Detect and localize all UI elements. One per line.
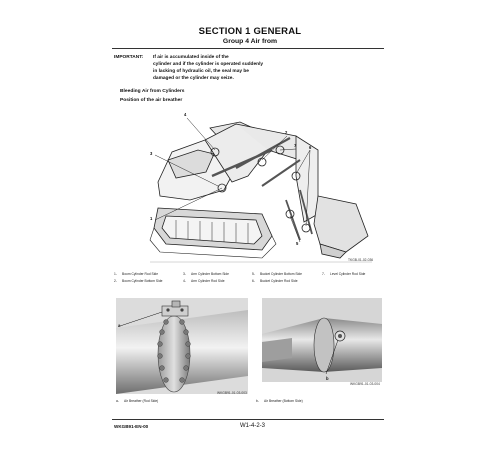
callout-2: 2 — [285, 130, 288, 135]
callout-6: 6 — [309, 145, 312, 150]
callout-1: 1 — [150, 216, 153, 221]
important-line: If air is accumulated inside of the — [153, 55, 229, 60]
callout-5: 5 — [296, 241, 299, 246]
detail-photo-bottom-side — [262, 298, 382, 382]
group-title: Group 4 Air from — [222, 38, 278, 45]
callout-4: 4 — [184, 112, 187, 117]
legend-item-3: Arm Cylinder Bottom Side — [191, 272, 229, 276]
important-line: damaged or the cylinder may seize. — [153, 76, 234, 81]
callout-3: 3 — [150, 151, 153, 156]
footer-rule — [112, 419, 384, 420]
important-label: IMPORTANT: — [114, 55, 144, 60]
legend-item-6: Bucket Cylinder Rod Side — [260, 279, 298, 283]
legend-item-b: Air Breather (Bottom Side) — [264, 399, 303, 403]
legend-num: 1- — [114, 272, 117, 276]
legend-item-a: Air Breather (Rod Side) — [124, 399, 159, 403]
subheading-bleeding: Bleeding Air from Cylinders — [120, 89, 185, 94]
legend-num: 3- — [183, 272, 186, 276]
legend-num: a- — [116, 399, 119, 403]
footer-doc-id: WKGB91-EN-00 — [114, 424, 149, 429]
detail-left-ref: WKGB91-01-03-003 — [217, 391, 247, 395]
important-line: cylinder and if the cylinder is operated suddenly — [153, 62, 264, 67]
legend-num: 4- — [183, 279, 186, 283]
legend-num: 7- — [322, 272, 325, 276]
legend-num: 6- — [252, 279, 255, 283]
footer-page-number: W1-4-2-3 — [240, 423, 266, 429]
callout-b: b — [326, 376, 329, 381]
legend-num: b- — [256, 399, 259, 403]
important-line: in lacking of hydraulic oil, the seal may be — [153, 69, 249, 74]
detail-photo-rod-side — [116, 298, 248, 394]
main-figure-ref: TKGB-01-02-036 — [348, 258, 374, 262]
section-title: SECTION 1 GENERAL — [198, 26, 302, 37]
legend-item-7: Level Cylinder Rod Side — [330, 272, 366, 276]
callout-7: 7 — [294, 143, 297, 148]
detail-right-ref: WKGB91-01-03-004 — [350, 382, 380, 386]
legend-item-1: Boom Cylinder Rod Side — [122, 272, 159, 276]
legend-item-2: Boom Cylinder Bottom Side — [122, 279, 163, 283]
legend-item-5: Bucket Cylinder Bottom Side — [260, 272, 302, 276]
callout-a: a — [118, 323, 121, 328]
legend-item-4: Arm Cylinder Rod Side — [191, 279, 225, 283]
legend-num: 2- — [114, 279, 117, 283]
subheading-position: Position of the air breather — [120, 98, 183, 103]
legend-num: 5- — [252, 272, 255, 276]
